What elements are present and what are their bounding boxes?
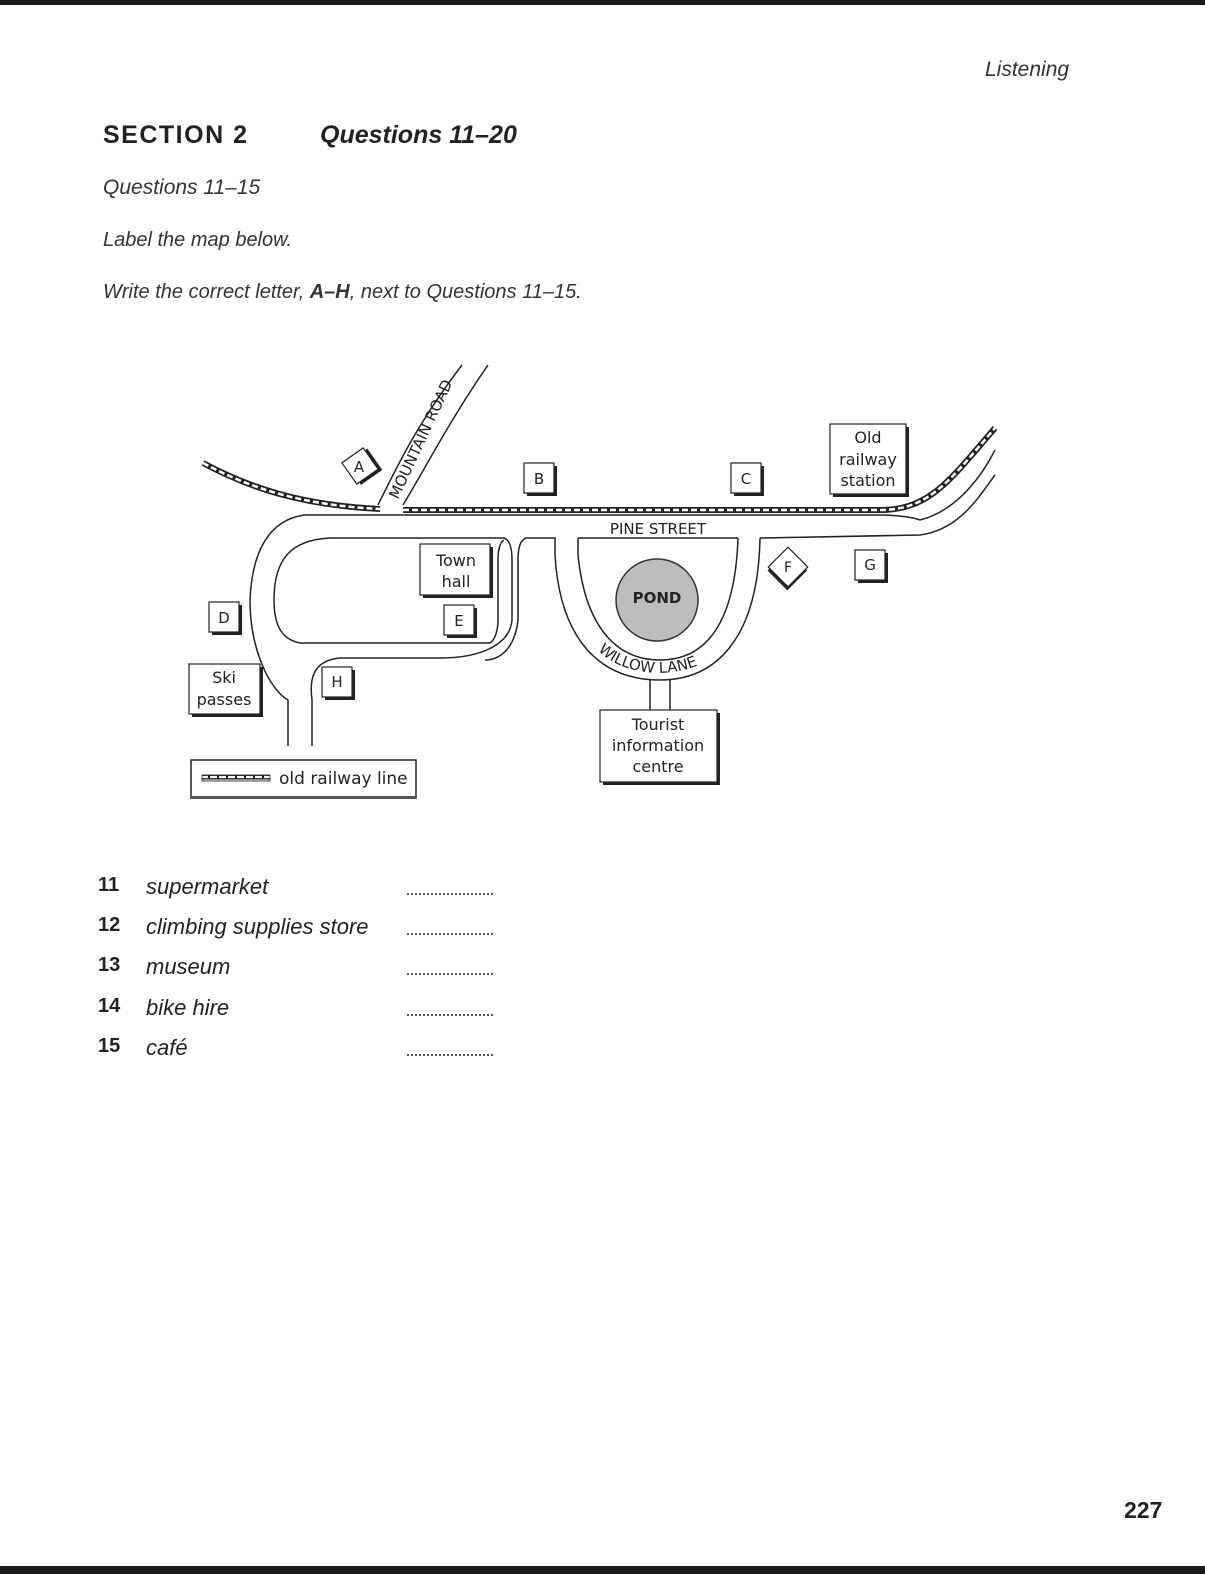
town-hall — [420, 544, 493, 598]
svg-text:E: E — [454, 612, 464, 630]
question-11: 11 supermarket — [98, 872, 518, 912]
svg-text:B: B — [533, 470, 545, 488]
tourist-information-centre — [600, 710, 720, 785]
svg-text:railway: railway — [839, 450, 897, 469]
question-15: 15 café — [98, 1033, 518, 1073]
mountain-road-label: MOUNTAIN ROAD — [385, 376, 457, 502]
answer-blank-11[interactable] — [407, 892, 493, 895]
question-list — [98, 872, 518, 1073]
answer-blank-12[interactable] — [407, 932, 493, 935]
pond-label: POND — [632, 589, 682, 607]
svg-text:Ski: Ski — [212, 668, 236, 687]
marker-d — [209, 602, 242, 635]
instruction-write-letter: Write the correct letter, A–H, next to Questions 11–15. — [103, 281, 582, 303]
marker-c — [731, 463, 764, 496]
svg-text:C: C — [740, 470, 752, 488]
legend-label: old railway line — [279, 769, 408, 789]
question-14: 14 bike hire — [98, 993, 518, 1033]
questions-range-title: Questions 11–20 — [320, 121, 517, 149]
answer-blank-13[interactable] — [407, 972, 493, 975]
marker-a — [342, 446, 382, 486]
svg-text:passes: passes — [196, 690, 252, 709]
svg-text:information: information — [611, 736, 705, 755]
svg-text:Town: Town — [435, 551, 477, 570]
svg-text:hall: hall — [441, 572, 471, 591]
answer-blank-15[interactable] — [407, 1053, 493, 1056]
town-map — [0, 330, 1205, 810]
svg-text:G: G — [864, 556, 876, 574]
top-edge-bar — [0, 0, 1205, 5]
question-12: 12 climbing supplies store — [98, 912, 518, 952]
ski-passes — [189, 664, 263, 717]
question-13: 13 museum — [98, 952, 518, 992]
marker-g — [855, 550, 888, 583]
answer-blank-14[interactable] — [407, 1013, 493, 1016]
section-title: SECTION 2 — [103, 121, 249, 149]
svg-text:D: D — [218, 609, 230, 627]
running-head: Listening — [985, 58, 1070, 81]
marker-h — [322, 667, 355, 700]
svg-text:Tourist: Tourist — [631, 715, 685, 734]
subheading: Questions 11–15 — [103, 176, 261, 199]
svg-text:H: H — [331, 673, 343, 691]
svg-text:centre: centre — [632, 757, 684, 776]
svg-text:F: F — [783, 560, 793, 576]
instruction-label-map: Label the map below. — [103, 229, 293, 251]
map-legend — [191, 760, 416, 799]
pine-street-label: PINE STREET — [609, 520, 707, 538]
svg-text:Old: Old — [854, 428, 882, 447]
marker-f — [766, 547, 809, 590]
old-railway-station — [830, 424, 909, 497]
svg-text:station: station — [840, 471, 896, 490]
page-number: 227 — [1124, 1497, 1163, 1523]
svg-text:A: A — [353, 458, 365, 476]
marker-e — [444, 605, 477, 638]
willow-lane-label: WILLOW LANE — [595, 639, 700, 677]
marker-b — [524, 463, 557, 496]
bottom-edge-bar — [0, 1566, 1205, 1574]
